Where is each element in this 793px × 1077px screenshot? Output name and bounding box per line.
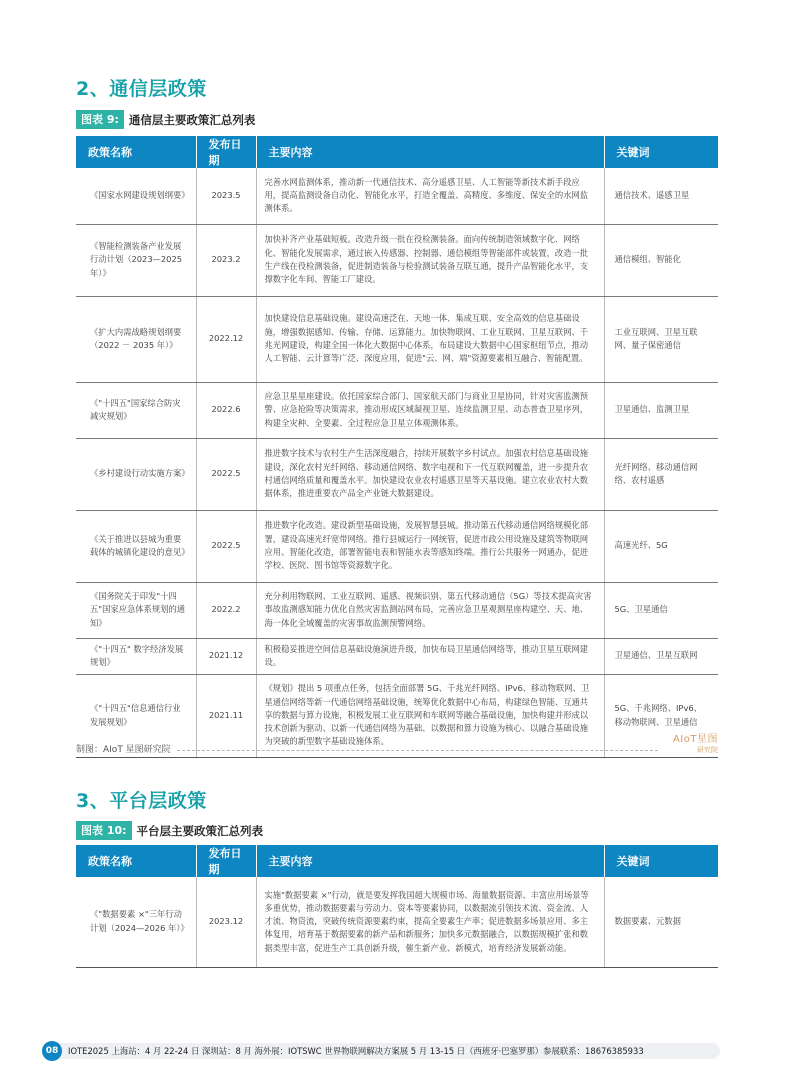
table-row	[76, 168, 718, 224]
logo-main-text: AIoT星图	[672, 734, 718, 745]
policy-keywords: 通信技术、遥感卫星	[604, 168, 718, 224]
policy-date: 2022.5	[196, 510, 256, 582]
table-row	[76, 510, 718, 582]
page-footer	[44, 1043, 720, 1059]
policy-content: 积极稳妥推进空间信息基础设施演进升级，加快布局卫星通信网络等，推动卫星互联网建设。	[256, 638, 604, 674]
policy-date: 2023.2	[196, 224, 256, 296]
figure-title: 平台层主要政策汇总列表	[136, 823, 264, 838]
header-keywords: 关键词	[604, 136, 718, 168]
figure-caption	[76, 110, 255, 129]
policy-content: 《规划》提出 5 项重点任务，包括全面部署 5G、千兆光纤网络、IPv6、移动物联网、卫星通信网络等新一代通信网络基础设施，统筹优化数据中心布局，构建绿色智能、互通共享的数据与算力设施，积极发展工业互联网和车联网等融合基础设施，加快构建并形成以技术创新为驱动、以新一代通信网络为基础、以数据和算力设施为核心、以融合基础设施为突破的新型数字基础设施体系。	[256, 674, 604, 757]
header-date: 发布日期	[196, 136, 256, 168]
policy-date: 2021.11	[196, 674, 256, 757]
policy-name: 《乡村建设行动实施方案》	[76, 438, 196, 510]
policy-name: 《"十四五" 数字经济发展规划》	[76, 638, 196, 674]
figure-caption	[76, 821, 263, 840]
table-row	[76, 296, 718, 382]
table-row	[76, 382, 718, 438]
policy-name: 《"十四五"信息通信行业发展规划》	[76, 674, 196, 757]
header-keywords: 关键词	[604, 845, 718, 877]
policy-name: 《扩大内需战略规划纲要（2022 － 2035 年）》	[76, 296, 196, 382]
policy-date: 2021.12	[196, 638, 256, 674]
section-title-communication: 2、通信层政策	[76, 78, 207, 100]
header-content: 主要内容	[256, 136, 604, 168]
figure-badge: 图表 10:	[76, 821, 132, 840]
header-policy-name: 政策名称	[76, 136, 196, 168]
dashed-divider	[177, 750, 658, 751]
policy-content: 推进数字化改造。建设新型基础设施，发展智慧县城。推动第五代移动通信网络规模化部署，建设高速光纤宽带网络。推行县城运行一网统管，促进市政公用设施及建筑等物联网应用、智能化改造，部署智能电表和智能水表等感知终端。推行公共服务一网通办，促进学校、医院、图书馆等资源数字化。	[256, 510, 604, 582]
figure-source	[76, 731, 718, 755]
table-row	[76, 877, 718, 967]
header-date: 发布日期	[196, 845, 256, 877]
policy-name: 《关于推进以县城为重要载体的城镇化建设的意见》	[76, 510, 196, 582]
policy-date: 2022.12	[196, 296, 256, 382]
policy-content: 加快补齐产业基础短板。改造升级一批在役检测装备。面向传统制造领域数字化、网络化、智能化发展需求，通过嵌入传感器、控制器、通信模组等智能部件或装置，改造一批生产线在役检测装备，促进制造装备与检验测试装备互联互通，提升产品智能化水平，支撑数字化车间、智能工厂建设。	[256, 224, 604, 296]
section-title-platform: 3、平台层政策	[76, 790, 207, 812]
policy-keywords: 通信模组、智能化	[604, 224, 718, 296]
policy-date: 2022.6	[196, 382, 256, 438]
source-text: 制图：AIoT 星图研究院	[76, 745, 171, 755]
policy-keywords: 卫星通信、监测卫星	[604, 382, 718, 438]
policy-keywords: 卫星通信、卫星互联网	[604, 638, 718, 674]
table-row	[76, 224, 718, 296]
policy-keywords: 数据要素、元数据	[604, 877, 718, 967]
aiot-logo	[664, 730, 718, 755]
table-row	[76, 638, 718, 674]
policy-content: 完善水网监测体系，推动新一代通信技术、高分遥感卫星、人工智能等新技术新手段应用，提高监测设备自动化、智能化水平，打造全覆盖、高精度、多维度、保安全的水网监测体系。	[256, 168, 604, 224]
policy-keywords: 光纤网络、移动通信网络、农村遥感	[604, 438, 718, 510]
policy-content: 充分利用物联网、工业互联网、遥感、视频识别、第五代移动通信（5G）等技术提高灾害事故监测感知能力优化自然灾害监测站网布局，完善应急卫星观测星座构建空、天、地、海一体化全域覆盖的灾害事故监测预警网络。	[256, 582, 604, 638]
header-content: 主要内容	[256, 845, 604, 877]
policy-content: 加快建设信息基础设施。建设高速泛在、天地一体、集成互联、安全高效的信息基础设施，增强数据感知、传输、存储、运算能力。加快物联网、工业互联网、卫星互联网、千兆光网建设，构建全国一体化大数据中心体系，布局建设大数据中心国家枢纽节点，推动人工智能、云计算等广泛、深度应用，促进"云、网、端"资源要素相互融合、智能配置。	[256, 296, 604, 382]
policy-name: 《"十四五"国家综合防灾减灾规划》	[76, 382, 196, 438]
policy-content: 应急卫星星座建设。依托国家综合部门、国家航天部门与商业卫星协同，针对灾害监测预警、应急抢险等决策需求，推动形成区域凝视卫星、连续监测卫星、动态普查卫星序列，构建全灾种、全要素、全过程应急卫星立体观测体系。	[256, 382, 604, 438]
policy-table-platform	[76, 845, 718, 968]
policy-keywords: 工业互联网、卫星互联网、量子保密通信	[604, 296, 718, 382]
policy-table-communication	[76, 136, 718, 758]
table-row	[76, 438, 718, 510]
policy-date: 2023.12	[196, 877, 256, 967]
policy-date: 2022.5	[196, 438, 256, 510]
policy-keywords: 5G、卫星通信	[604, 582, 718, 638]
table-row	[76, 582, 718, 638]
logo-sub-text: 研究院	[697, 746, 718, 754]
policy-date: 2022.2	[196, 582, 256, 638]
policy-content: 实施"数据要素 ×"行动，就是要发挥我国超大规模市场、海量数据资源、丰富应用场景等多重优势，推动数据要素与劳动力、资本等要素协同，以数据流引领技术流、资金流、人才流、物资流，突破传统资源要素约束，提高全要素生产率；促进数据多场景应用、多主体复用，培育基于数据要素的新产品和新服务；加快多元数据融合，以数据规模扩张和数据类型丰富，促进生产工具创新升级，催生新产业、新模式，培育经济发展新动能。	[256, 877, 604, 967]
figure-title: 通信层主要政策汇总列表	[128, 112, 256, 127]
policy-keywords: 高速光纤、5G	[604, 510, 718, 582]
policy-name: 《"数据要素 ×"三年行动计划（2024—2026 年）》	[76, 877, 196, 967]
policy-keywords: 5G、千兆网络、IPv6、移动物联网、卫星通信	[604, 674, 718, 757]
page-number: 08	[42, 1041, 62, 1061]
policy-content: 推进数字技术与农村生产生活深度融合，持续开展数字乡村试点。加强农村信息基础设施建设，深化农村光纤网络、移动通信网络、数字电视和下一代互联网覆盖，进一步提升农村通信网络质量和覆盖水平。加快建设农业农村遥感卫星等天基设施。建立农业农村大数据体系，推进重要农产品全产业链大数据建设。	[256, 438, 604, 510]
table-header-row	[76, 136, 718, 168]
policy-date: 2023.5	[196, 168, 256, 224]
policy-name: 《智能检测装备产业发展行动计划（2023—2025年）》	[76, 224, 196, 296]
policy-name: 《国家水网建设规划纲要》	[76, 168, 196, 224]
header-policy-name: 政策名称	[76, 845, 196, 877]
footer-text: IOTE2025 上海站：4 月 22-24 日 深圳站：8 月 海外展：IOTSWC 世界物联网解决方案展 5 月 13-15 日（西班牙·巴塞罗那）参展联系：18676385933	[68, 1046, 644, 1056]
table-header-row	[76, 845, 718, 877]
policy-name: 《国务院关于印发"十四五"国家应急体系规划的通知》	[76, 582, 196, 638]
figure-badge: 图表 9:	[76, 110, 124, 129]
